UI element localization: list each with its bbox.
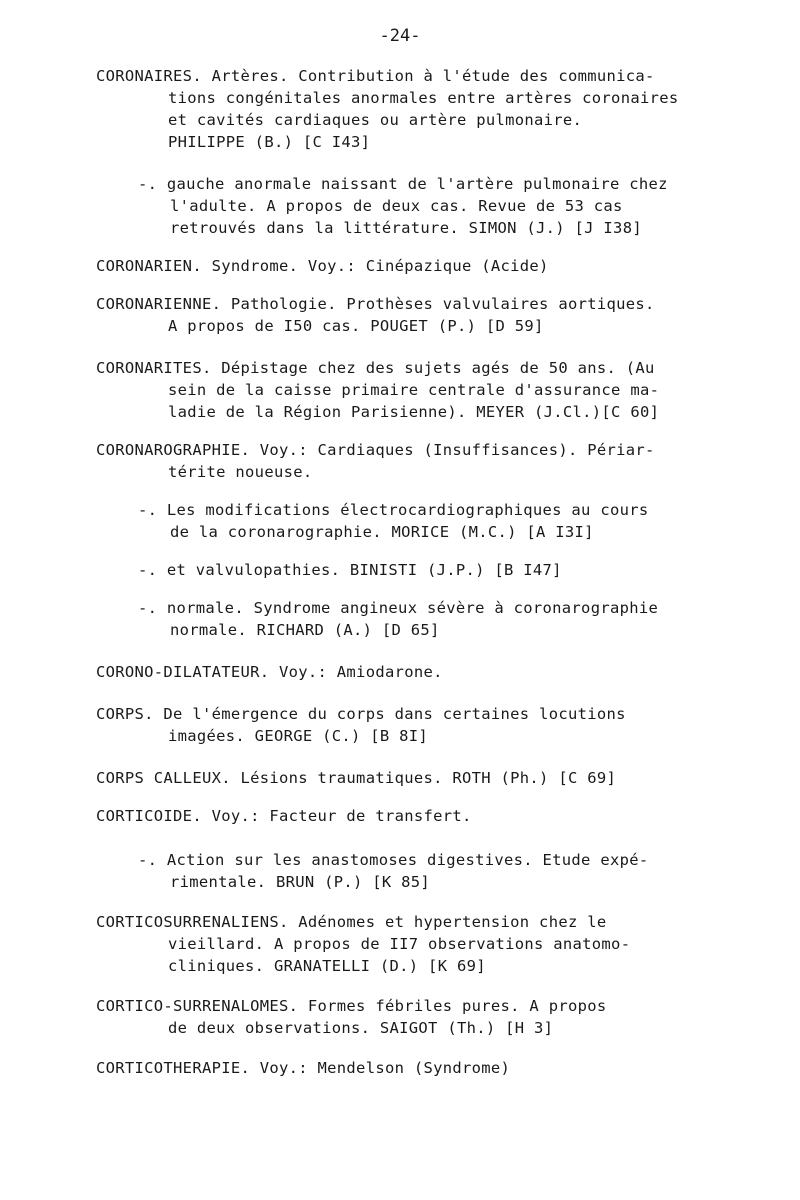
entry-heading-line: -. normale. Syndrome angineux sévère à coronarographie xyxy=(138,599,659,617)
entry-heading-line: CORONARIENNE. Pathologie. Prothèses valvulaires aortiques. xyxy=(96,295,655,313)
entry-continuation-line: retrouvés dans la littérature. SIMON (J.) [J I38] xyxy=(170,219,642,237)
entry-continuation-line: de deux observations. SAIGOT (Th.) [H 3] xyxy=(168,1019,554,1037)
entry-heading-line: CORTICOTHERAPIE. Voy.: Mendelson (Syndrome) xyxy=(96,1059,511,1077)
entry-heading-line: -. Action sur les anastomoses digestives. Etude expé- xyxy=(138,851,649,869)
entry-heading-line: CORONAROGRAPHIE. Voy.: Cardiaques (Insuffisances). Périar- xyxy=(96,441,655,459)
entry-heading-line: CORPS. De l'émergence du corps dans certaines locutions xyxy=(96,705,626,723)
entry-continuation-line: térite noueuse. xyxy=(168,463,313,481)
entry-continuation-line: normale. RICHARD (A.) [D 65] xyxy=(170,621,440,639)
entry-continuation-line: PHILIPPE (B.) [C I43] xyxy=(168,133,371,151)
entry-continuation-line: sein de la caisse primaire centrale d'assurance ma- xyxy=(168,381,660,399)
entry-continuation-line: de la coronarographie. MORICE (M.C.) [A I3I] xyxy=(170,523,594,541)
entry-continuation-line: imagées. GEORGE (C.) [B 8I] xyxy=(168,727,429,745)
entry-heading-line: CORPS CALLEUX. Lésions traumatiques. ROTH (Ph.) [C 69] xyxy=(96,769,617,787)
entry-continuation-line: l'adulte. A propos de deux cas. Revue de 53 cas xyxy=(170,197,623,215)
entry-heading-line: CORONO-DILATATEUR. Voy.: Amiodarone. xyxy=(96,663,443,681)
entry-heading-line: -. gauche anormale naissant de l'artère pulmonaire chez xyxy=(138,175,668,193)
entry-continuation-line: A propos de I50 cas. POUGET (P.) [D 59] xyxy=(168,317,544,335)
entry-continuation-line: vieillard. A propos de II7 observations anatomo- xyxy=(168,935,631,953)
entry-heading-line: CORONARIEN. Syndrome. Voy.: Cinépazique (Acide) xyxy=(96,257,549,275)
entry-heading-line: CORTICO-SURRENALOMES. Formes fébriles pures. A propos xyxy=(96,997,607,1015)
entry-heading-line: -. Les modifications électrocardiographiques au cours xyxy=(138,501,649,519)
entry-heading-line: -. et valvulopathies. BINISTI (J.P.) [B I47] xyxy=(138,561,562,579)
entry-continuation-line: tions congénitales anormales entre artères coronaires xyxy=(168,89,679,107)
entry-continuation-line: ladie de la Région Parisienne). MEYER (J.Cl.)[C 60] xyxy=(168,403,660,421)
entry-heading-line: CORTICOSURRENALIENS. Adénomes et hypertension chez le xyxy=(96,913,607,931)
entry-continuation-line: rimentale. BRUN (P.) [K 85] xyxy=(170,873,431,891)
entry-continuation-line: cliniques. GRANATELLI (D.) [K 69] xyxy=(168,957,486,975)
entry-heading-line: CORONAIRES. Artères. Contribution à l'étude des communica- xyxy=(96,67,655,85)
entry-heading-line: CORONARITES. Dépistage chez des sujets agés de 50 ans. (Au xyxy=(96,359,655,377)
page-number: -24- xyxy=(379,26,421,46)
entry-heading-line: CORTICOIDE. Voy.: Facteur de transfert. xyxy=(96,807,472,825)
entry-continuation-line: et cavités cardiaques ou artère pulmonaire. xyxy=(168,111,583,129)
